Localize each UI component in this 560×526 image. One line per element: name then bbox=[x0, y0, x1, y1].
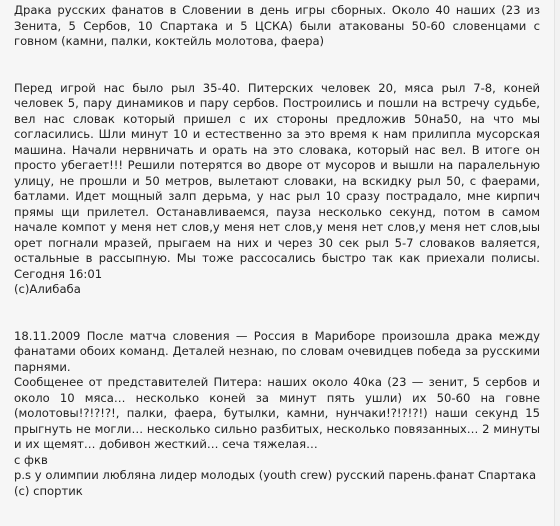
spacer bbox=[14, 298, 554, 329]
spacer bbox=[14, 50, 554, 81]
paragraph-date-report: 18.11.2009 После матча словения — Россия в Мариборе произошла драка между фанатами обоих команд. Деталей незнаю, по словам очевидцев победа за русскими парнями. bbox=[14, 328, 540, 374]
signature-sportik: (с) спортик bbox=[14, 483, 83, 498]
paragraph-account: Перед игрой нас было рыл 35-40. Питерских человек 20, мяса рыл 7-8, коней человек 5, пару динамиков и пару сербов. Построились и пошли на встречу судьбе, вел нас словак который пришел с их стороны предложив 50на50, на что мы согласились. Шли минут 10 и естественно за это время к нам прилипла мусорская машина. Начали нервничать и орать на это словака, который нас вел. В итоге он просто убегает!!! Решили потерятся во дворе от мусоров и вышли на паралельную улицу, не прошли и 50 метров, вылетают словаки, на вскидку рыл 50, с фаерами, батлами. Идет мощный залп дерьма, у нас рыл 10 сразу пострадало, мне кирпич прямы щи прилетел. Останавливаемся, пауза несколько секунд, потом в самом начале компот у меня нет слов,у меня нет слов,у меня нет слов,у меня нет слов,ыы орет погнали мразей, прыгаем на них и через 30 сек рыл 5-7 словаков валяется, остальные в рассыпную. Мы тоже рассосались быстро так как приехали полисы. Сегодня 16:01 bbox=[14, 80, 540, 281]
signature-fkv: с фкв bbox=[14, 452, 48, 467]
paragraph-postscript: p.s у олимпии любляна лидер молодых (youth crew) русский парень.фанат Спартака bbox=[14, 468, 537, 482]
paragraph-intro: Драка русских фанатов в Словении в день игры сборных. Около 40 наших (23 из Зенита, 5 Сербов, 10 Спартака и 5 ЦСКА) были атакованы 50-60 словенцами с говном (камни, палки, коктейль молотова, фаера) bbox=[14, 3, 540, 48]
signature-alibaba: (с)Алибаба bbox=[14, 282, 81, 296]
paragraph-piter-report: Сообщенее от представителей Питера: наших около 40ка (23 — зенит, 5 сербов и около 10 мяса… несколько коней за минут пять ушли) их 50-60 на говне (молотовы!?!?!?!, палки, фаера, бутылки, камни, нунчаки!?!?!?!) наши секунд 15 прыгнуть не могли… несколько сильно разбитых, несколько повязанных… 2 минуты и их щемят… добивон жесткий… сеча тяжелая… bbox=[14, 375, 540, 451]
